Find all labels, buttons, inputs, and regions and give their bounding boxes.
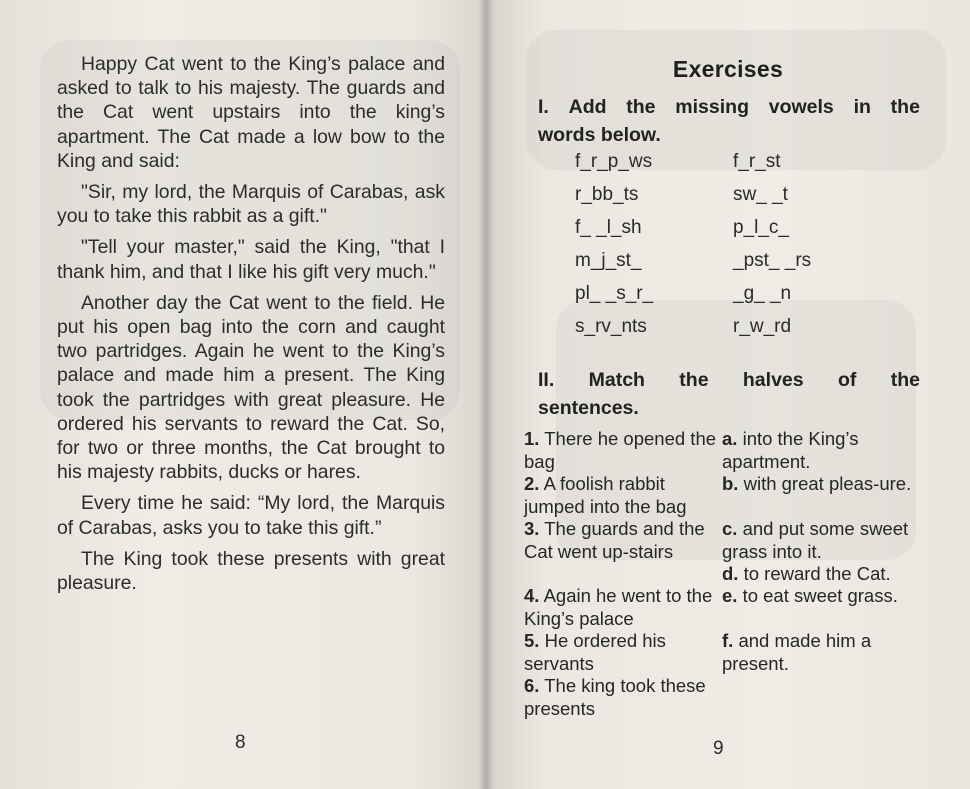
heading-word: the [626,96,656,118]
sentence-ending [722,428,922,473]
exercises-title: Exercises [672,56,784,82]
heading-word: of [837,369,857,391]
vowel-word: pl_ _s_r_ [575,283,654,304]
sentence-ending [722,630,922,675]
sentence-beginning [524,518,720,585]
task-2-heading-line-1 [538,366,920,394]
item-text: The king took these presents [524,675,706,719]
item-number: 3. [524,518,540,539]
item-number: 4. [524,585,540,606]
vowel-word: _pst_ _rs [733,250,812,271]
heading-word: in [853,96,871,118]
page-number-left: 8 [235,732,246,753]
sentence-ending [722,518,922,563]
item-text: He ordered his servants [524,630,666,674]
task-1-heading-line-1 [538,93,920,121]
item-letter: a. [722,428,738,449]
vowel-word: _g_ _n [733,283,792,304]
sentence-beginning [524,675,720,720]
item-text: and made him a present. [722,630,872,674]
item-number: 2. [524,473,540,494]
item-text: to eat sweet grass. [742,585,898,606]
sentence-beginnings [524,428,720,720]
task-1-heading-line-2: words below. [538,124,661,146]
vowel-word: f_ _l_sh [575,217,642,238]
story-paragraph: "Tell your master," said the King, "that I thank him, and that I like his gift very much." [57,236,445,283]
story-text [57,52,445,598]
heading-word: vowels [768,96,834,118]
story-paragraph: Another day the Cat went to the field. He put his open bag into the corn and caught two partridges. Again he went to the King’s palace and made him a present. The King took the partridges with great pleasure. He ordered his servants to reward the Cat. So, for two or three months, the Cat brought to his majesty rabbits, ducks or hares. [57,291,445,484]
sentence-beginning [524,630,720,675]
heading-word: I. [538,96,549,118]
heading-word: the [679,369,709,391]
item-text: A foolish rabbit jumped into the bag [524,473,687,517]
task-2-heading [538,366,920,422]
sentence-beginning [524,585,720,630]
heading-word: missing [675,96,749,118]
sentence-beginning [524,473,720,518]
vowel-word: r_w_rd [733,316,792,337]
story-paragraph: The King took these presents with great pleasure. [57,547,445,595]
vowel-word: p_l_c_ [733,217,789,238]
page-number-right: 9 [713,738,724,759]
item-letter: b. [722,473,739,494]
item-number: 5. [524,630,540,651]
sentence-ending [722,563,922,585]
heading-word: the [890,369,920,391]
task-2-heading-line-2: sentences. [538,397,639,419]
item-text: to reward the Cat. [743,563,891,584]
story-paragraph: Every time he said: “My lord, the Marquis of Carabas, asks you to take this gift.” [57,492,445,539]
item-text: Again he went to the King’s palace [524,585,713,629]
sentence-ending [722,473,922,518]
heading-word: the [890,96,920,118]
item-letter: f. [722,630,734,651]
sentence-beginning [524,428,720,473]
item-text: There he opened the bag [524,428,717,472]
item-text: with great pleas-ure. [743,473,912,494]
item-text: into the King’s apartment. [722,428,859,472]
item-letter: d. [722,563,739,584]
heading-word: Match [588,369,645,391]
sentence-endings [722,428,922,675]
sentence-ending [722,585,922,630]
item-number: 6. [524,675,540,696]
vowel-word: sw_ _t [733,184,788,205]
item-letter: e. [722,585,738,606]
story-paragraph: Happy Cat went to the King’s palace and asked to talk to his majesty. The guards and the Cat went upstairs into the king’s apartment. The Cat made a low bow to the King and said: [57,53,445,172]
heading-word: halves [742,369,804,391]
vowel-word: r_bb_ts [575,184,639,205]
vowel-word: f_r_st [733,151,781,172]
book-gutter [478,0,494,789]
heading-word: Add [568,96,607,118]
task-1-heading [538,93,920,149]
item-number: 1. [524,428,540,449]
vowel-word: m_j_st_ [575,250,642,271]
item-text: and put some sweet grass into it. [722,518,909,562]
story-paragraph: "Sir, my lord, the Marquis of Carabas, ask you to take this rabbit as a gift." [57,181,445,228]
heading-word: II. [538,369,555,391]
item-text: The guards and the Cat went up-stairs [524,518,705,562]
vowel-word: s_rv_nts [575,316,647,337]
item-letter: c. [722,518,738,539]
vowel-word: f_r_p_ws [575,151,653,172]
